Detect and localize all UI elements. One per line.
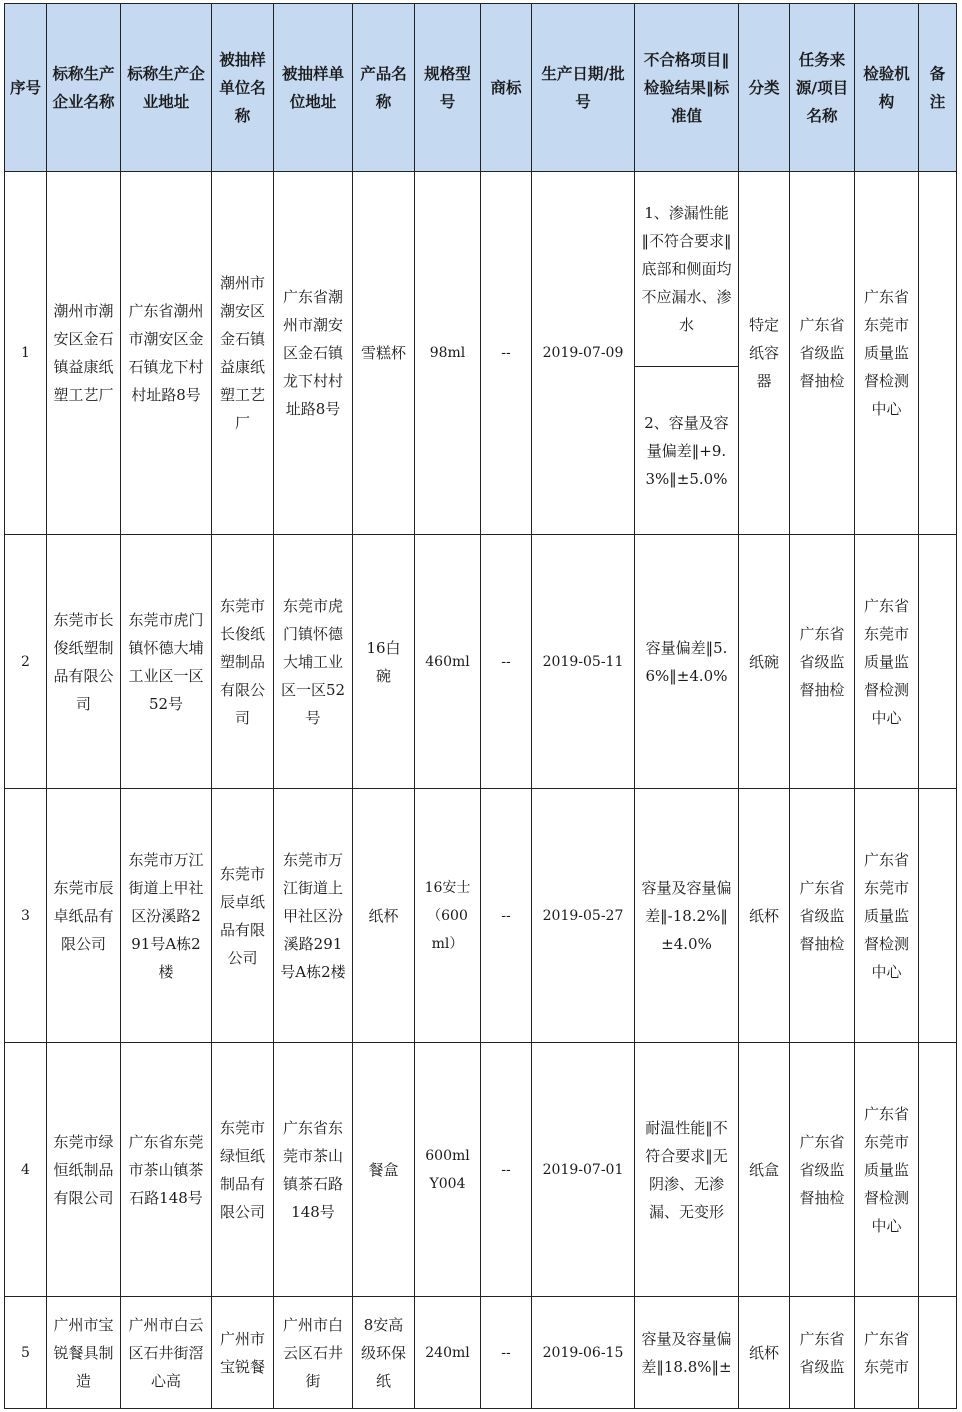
cell-no: 1: [5, 172, 47, 535]
table-row: [5, 1297, 957, 1409]
cell-spec: 460ml: [415, 535, 481, 789]
cell-spec: 240ml: [415, 1297, 481, 1409]
cell-sampled: 东莞市绿恒纸制品有限公司: [212, 1043, 274, 1297]
col-header-product: 产品名称: [353, 4, 415, 172]
cell-category: 特定纸容器: [739, 172, 790, 535]
col-header-lab: 检验机构: [855, 4, 919, 172]
cell-failed-item: 容量及容量偏差‖18.8%‖±: [635, 1297, 739, 1409]
cell-product: 纸杯: [353, 789, 415, 1043]
col-header-date: 生产日期/批号: [532, 4, 635, 172]
cell-lab: 广东省东莞市质量监督检测中心: [855, 535, 919, 789]
cell-maker-address: 东莞市万江街道上甲社区汾溪路291号A栋2楼: [121, 789, 212, 1043]
cell-maker: 东莞市辰卓纸品有限公司: [47, 789, 121, 1043]
cell-maker-address: 东莞市虎门镇怀德大埔工业区一区52号: [121, 535, 212, 789]
cell-product: 餐盒: [353, 1043, 415, 1297]
table-container: [4, 3, 957, 1409]
cell-no: 5: [5, 1297, 47, 1409]
cell-product: 16白碗: [353, 535, 415, 789]
col-header-sampled-address: 被抽样单位地址: [274, 4, 353, 172]
cell-maker: 广州市宝锐餐具制造: [47, 1297, 121, 1409]
cell-date: 2019-05-11: [532, 535, 635, 789]
cell-date: 2019-05-27: [532, 789, 635, 1043]
table-row: [5, 535, 957, 789]
cell-brand: --: [481, 789, 532, 1043]
cell-failed-item: 1、渗漏性能‖不符合要求‖底部和侧面均不应漏水、渗水: [635, 172, 739, 367]
col-header-note: 备注: [919, 4, 957, 172]
cell-brand: --: [481, 1297, 532, 1409]
cell-no: 4: [5, 1043, 47, 1297]
cell-sampled: 潮州市潮安区金石镇益康纸塑工艺厂: [212, 172, 274, 535]
cell-lab: 广东省东莞市质量监督检测中心: [855, 1043, 919, 1297]
cell-no: 3: [5, 789, 47, 1043]
cell-sampled-address: 广东省东莞市茶山镇茶石路148号: [274, 1043, 353, 1297]
table-row: [5, 1043, 957, 1297]
cell-failed-item: 耐温性能‖不符合要求‖无阴渗、无渗漏、无变形: [635, 1043, 739, 1297]
cell-category: 纸杯: [739, 789, 790, 1043]
cell-category: 纸杯: [739, 1297, 790, 1409]
cell-spec: 98ml: [415, 172, 481, 535]
cell-maker: 东莞市长俊纸塑制品有限公司: [47, 535, 121, 789]
cell-sampled: 东莞市辰卓纸品有限公司: [212, 789, 274, 1043]
cell-note: [919, 1297, 957, 1409]
cell-date: 2019-06-15: [532, 1297, 635, 1409]
col-header-spec: 规格型号: [415, 4, 481, 172]
cell-failed-item: 容量及容量偏差‖-18.2%‖±4.0%: [635, 789, 739, 1043]
cell-date: 2019-07-01: [532, 1043, 635, 1297]
cell-brand: --: [481, 535, 532, 789]
cell-note: [919, 789, 957, 1043]
cell-product: 雪糕杯: [353, 172, 415, 535]
cell-source: 广东省省级监督抽检: [790, 1043, 855, 1297]
cell-sampled: 东莞市长俊纸塑制品有限公司: [212, 535, 274, 789]
table-row: [5, 789, 957, 1043]
cell-maker-address: 广东省潮州市潮安区金石镇龙下村村址路8号: [121, 172, 212, 535]
cell-source: 广东省省级监督抽检: [790, 172, 855, 535]
cell-maker: 东莞市绿恒纸制品有限公司: [47, 1043, 121, 1297]
cell-category: 纸盒: [739, 1043, 790, 1297]
cell-lab: 广东省东莞市质量监督检测中心: [855, 789, 919, 1043]
cell-note: [919, 172, 957, 535]
cell-sampled: 广州市宝锐餐: [212, 1297, 274, 1409]
table-row: [5, 172, 957, 367]
cell-date: 2019-07-09: [532, 172, 635, 535]
col-header-source: 任务来源/项目名称: [790, 4, 855, 172]
cell-spec: 600ml Y004: [415, 1043, 481, 1297]
col-header-brand: 商标: [481, 4, 532, 172]
cell-sampled-address: 广州市白云区石井街: [274, 1297, 353, 1409]
col-header-sampled: 被抽样单位名称: [212, 4, 274, 172]
inspection-table: [4, 3, 957, 1409]
col-header-maker-address: 标称生产企业地址: [121, 4, 212, 172]
cell-lab: 广东省东莞市质量监督检测中心: [855, 172, 919, 535]
cell-maker-address: 广州市白云区石井街滘心高: [121, 1297, 212, 1409]
cell-maker: 潮州市潮安区金石镇益康纸塑工艺厂: [47, 172, 121, 535]
cell-no: 2: [5, 535, 47, 789]
cell-product: 8安高级环保纸: [353, 1297, 415, 1409]
cell-sampled-address: 广东省潮州市潮安区金石镇龙下村村址路8号: [274, 172, 353, 535]
cell-sampled-address: 东莞市万江街道上甲社区汾溪路291号A栋2楼: [274, 789, 353, 1043]
cell-failed-item: 容量偏差‖5.6%‖±4.0%: [635, 535, 739, 789]
cell-maker-address: 广东省东莞市茶山镇茶石路148号: [121, 1043, 212, 1297]
cell-lab: 广东省东莞市: [855, 1297, 919, 1409]
cell-sampled-address: 东莞市虎门镇怀德大埔工业区一区52号: [274, 535, 353, 789]
cell-brand: --: [481, 1043, 532, 1297]
cell-source: 广东省省级监督抽检: [790, 789, 855, 1043]
col-header-category: 分类: [739, 4, 790, 172]
cell-source: 广东省省级监督抽检: [790, 535, 855, 789]
header-row: [5, 4, 957, 172]
cell-source: 广东省省级监: [790, 1297, 855, 1409]
cell-brand: --: [481, 172, 532, 535]
col-header-maker: 标称生产企业名称: [47, 4, 121, 172]
cell-spec: 16安士（600ml）: [415, 789, 481, 1043]
col-header-no: 序号: [5, 4, 47, 172]
cell-failed-item: 2、容量及容量偏差‖+9.3%‖±5.0%: [635, 367, 739, 535]
cell-note: [919, 535, 957, 789]
cell-category: 纸碗: [739, 535, 790, 789]
cell-note: [919, 1043, 957, 1297]
col-header-failed-item: 不合格项目‖检验结果‖标准值: [635, 4, 739, 172]
